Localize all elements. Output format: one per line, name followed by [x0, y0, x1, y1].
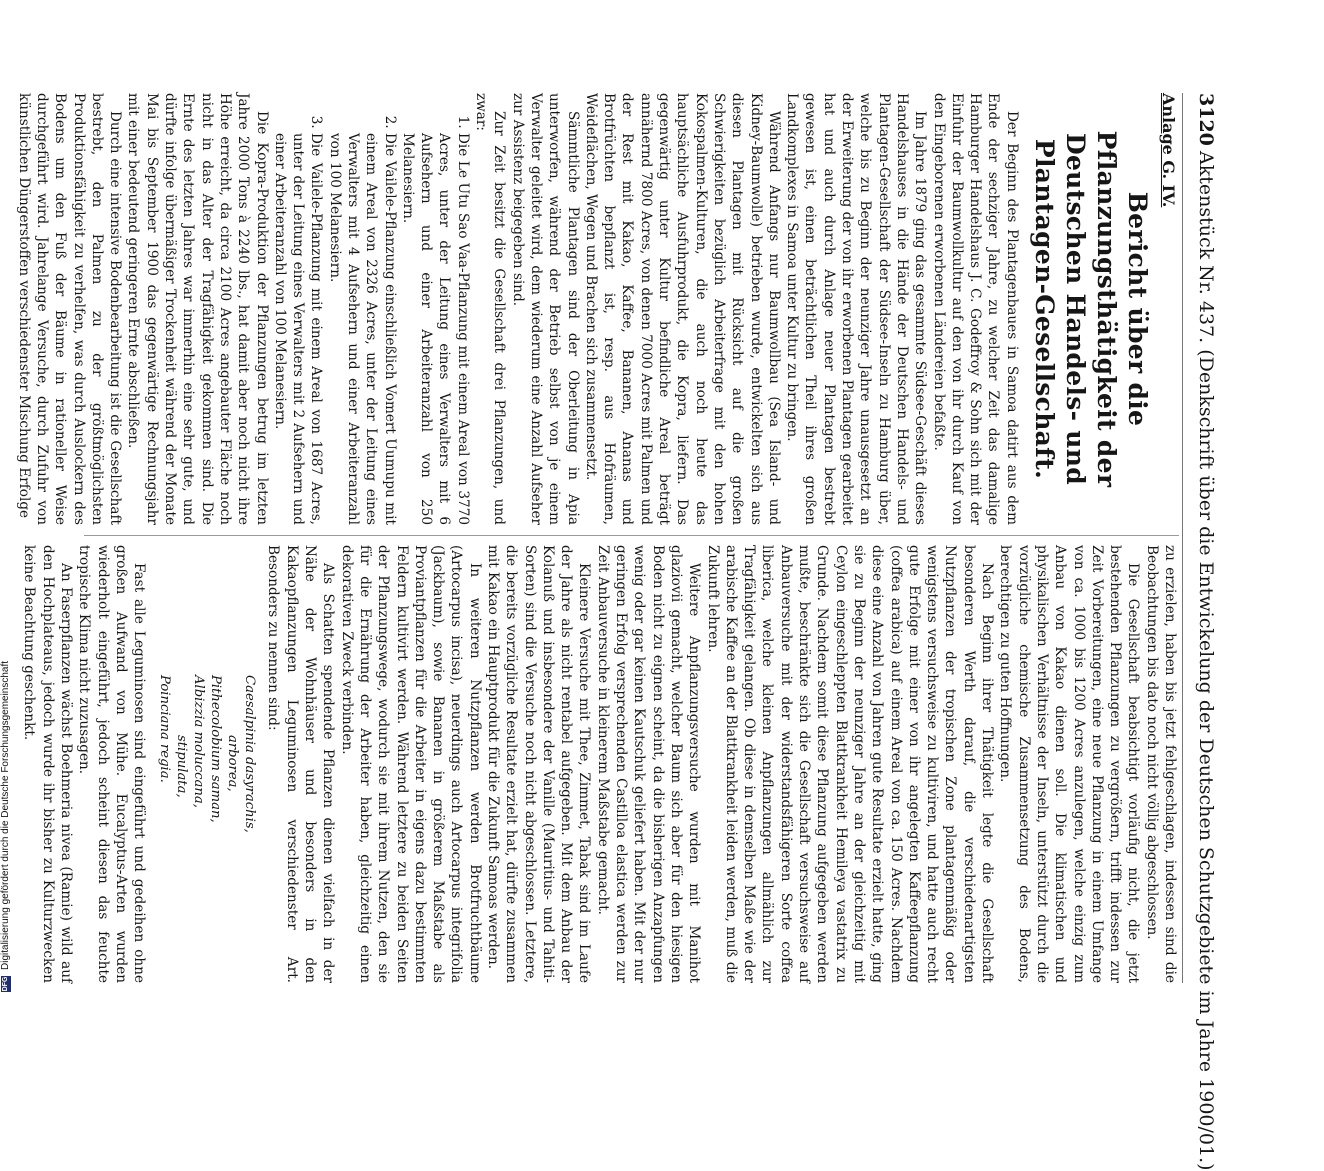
species-item: Caesalpinia dasyrachis, — [242, 675, 258, 833]
paragraph: Der Beginn des Plantagenbaues in Samoa datirt aus dem Ende der sechziger Jahre, zu welcher Zeit das damalige Hamburger Handelshaus J. C. Godeffroy & Sohn sich mit der Einfuhr der Baumwollkultur auf den von ihr durch Kauf von den Eingeborenen erworbenen Ländereien befaßte. — [930, 93, 1020, 525]
appendix-label: Anlage G. IV. — [1159, 93, 1178, 208]
paragraph: In weiteren Nutzpflanzen werden Brotfruchtbäume (Artocarpus incisa), neuerdings auch Artocarpus integrifolia (Jackbaum), sowie Bananen in größerem Maßstabe als Proviantpflanzen für die Arbeiter in eigens dazu bestimmten Feldern kultivirt werden. Während letztere zu beiden Seiten der Pflanzungswege, wodurch sie mit ihrem Nutzen, den sie für die Ernährung der Arbeiter haben, gleichzeitig einen dekorativen Zweck verbinden. — [338, 545, 483, 983]
article-title: Bericht über die Pflanzungsthätigkeit der Deutschen Handels- und Plantagen-Gesellschaft. — [1029, 130, 1152, 488]
paragraph: Fast alle Leguminosen sind eingeführt und gedeihen ohne großen Aufwand von Mühe. Eucalyptus-Arten wurden wiederholt eingeführt, jedoch scheint diesen das feuchte tropische Klima nicht zuzusagen. — [76, 545, 148, 983]
paragraph-continued: zu erzielen, haben bis jetzt fehlgeschlagen, indessen sind die Beobachtungen bis dato noch nicht völlig abgeschlossen. — [1143, 545, 1178, 983]
plantation-item: 1. Die Le Utu Sao Vaa-Pflanzung mit einem Areal von 3770 Acres, unter der Leitung eines Verwalters mit 6 Aufsehern und einer Arbeiteranzahl von 250 Melanesiern. — [399, 133, 472, 525]
header-rule — [1182, 93, 1183, 983]
paragraph: Die Gesellschaft beabsichtigt vorläufig nicht, die jetzt bestehenden Pflanzungen zu vergrößern, trifft indessen zur Zeit Vorbereitungen, eine neue Pflanzung in einem Umfange von ca. 1000 bis 1200 Acres anzulegen, welche einzig zum Anbau von Kakao dienen soll. Die klimatischen und physikalischen Verhältnisse der Inseln, unterstützt durch die vorzügliche chemische Zusammensetzung des Bodens, berechtigen zu guten Hoffnungen. — [997, 545, 1142, 983]
paragraph: Als Schatten spendende Pflanzen dienen vielfach in der Nähe der Wohnhäuser und besonders in den Kakaopflanzungen Leguminosen verschiedenster Art. Besonders zu nennen sind: — [265, 545, 337, 983]
species-item: Poinciana regia. — [157, 675, 173, 783]
paragraph: Kleinere Versuche mit Thee, Zimmet, Tabak sind im Laufe der Jahre als nicht rentabel aufgegeben. Mit dem Anbau der Kolanuß und insbesondere der Vanille (Mauritius- und Tahiti-Sorten) sind die Versuche noch nicht abgeschlossen. Letztere, die bereits vorzügliche Resultate erzielt hat, dürfte zusammen mit Kakao ein Hauptprodukt für die Zukunft Samoas werden. — [485, 545, 593, 983]
page-number: 3120 — [1195, 93, 1217, 146]
paragraph: An Faserpflanzen wächst Boehmeria nivea (Ramie) wild auf den Hochplateaus, jedoch wurde ihr bisher zu Kulturzwecken keine Beachtung geschenkt. — [21, 545, 74, 983]
paragraph: Weitere Anpflanzungsversuche wurden mit Manihot glaziovii gemacht, welcher Baum sich aber für den hiesigen Boden nicht zu eignen scheint, da die bisherigen Anzapfungen wenig oder gar keinen Kautschuk geliefert haben. Mit der nur geringen Erfolg versprechenden Castilloa elastica werden zur Zeit Anbauversuche in kleinerem Maßstabe gemacht. — [594, 545, 703, 983]
credit-text: Digitalisierung gefördert durch die Deutsche Forschungsgemeinschaft — [0, 660, 11, 970]
plantation-list — [271, 93, 472, 525]
species-item: Pithecolobium saman, — [208, 675, 224, 823]
right-column — [21, 545, 1179, 983]
species-item: arborea, — [225, 735, 241, 792]
running-title: Aktenstück Nr. 437. (Denkschrift über die Entwickelung der Deutschen Schutzgebiete im Jahre 1900/01.) — [1195, 151, 1217, 1171]
paragraph: Die Kopra-Produktion der Pflanzungen betrug im letzten Jahre 2000 Tons à 2240 lbs., hat damit aber noch nicht ihre Höhe erreicht, da circa 2100 Acres angebauter Fläche noch nicht in das Alter der Tragfähigkeit gekommen sind. Die Ernte des letzten Jahres war immerhin eine sehr gute, und dürfte infolge übermäßiger Trockenheit während der Monate Mai bis September 1900 das gegenwärtige Rechnungsjahr mit einer bedeutend geringeren Ernte abschließen. — [125, 93, 270, 525]
document-page — [15, 93, 1221, 1171]
species-item: stipulata, — [174, 735, 190, 798]
species-item: Albizzia moluccana, — [191, 675, 207, 808]
paragraph: Sämmtliche Plantagen sind der Oberleitung in Apia unterworfen, während der Betrieb selbst von je einem Verwalter geleitet wird, dem wiederum eine Anzahl Aufseher zur Assistenz beigegeben sind. — [509, 93, 581, 525]
dfg-logo: DFG — [1, 976, 9, 992]
paragraph: Durch eine intensive Bodenbearbeitung ist die Gesellschaft bestrebt, den Palmen zu der größtmöglichsten Produktionsfähigkeit zu verhelfen, was durch Auslockern des Bodens um den Fuß der Bäume in rationeller Weise durchgeführt wird. Jahrelange Versuche, durch Zufuhr von künstlichen Düngerstoffen verschiedenster Mischung Erfolge — [15, 93, 124, 525]
digitization-credit — [0, 661, 11, 992]
left-column — [15, 93, 1179, 525]
plantation-item: 3. Die Vailele-Pflanzung mit einem Areal von 1687 Acres, unter der Leitung eines Verwalters mit 2 Aufsehern und einer Arbeiteranzahl von 100 Melanesiern. — [271, 133, 326, 525]
paragraph: Während Anfangs nur Baumwollbau (Sea Island- und Kidney-Baumwolle) betrieben wurde, entwickelten sich aus diesen Plantagen mit Rücksicht auf die großen Schwierigkeiten bezüglich Arbeiterfrage mit den hohen Kokospalmen-Kulturen, die auch noch heute das hauptsächliche Ausfuhrprodukt, die Kopra, liefern. Das gegenwärtig unter Kultur befindliche Areal beträgt annähernd 7800 Acres, von denen 7000 Acres mit Palmen und der Rest mit Kakao, Kaffee, Bananen, Ananas und Brotfrüchten bepflanzt ist, resp. aus Hofräumen, Weideflächen, Wegen und Brachen sich zusammensetzt. — [582, 93, 782, 525]
species-list — [156, 545, 258, 983]
paragraph: Zur Zeit besitzt die Gesellschaft drei Pflanzungen, und zwar: — [473, 93, 508, 525]
plantation-item: 2. Die Vailele-Pflanzung einschließlich Vomert Uumupu mit einem Areal von 2326 Acres, unter der Leitung eines Verwalters mit 4 Aufsehern und einer Arbeiteranzahl von 100 Melanesiern. — [325, 133, 398, 525]
paragraph: Im Jahre 1879 ging das gesammte Südsee-Geschäft dieses Handelshauses in die Hände der Deutschen Handels- und Plantagen-Gesellschaft der Südsee-Inseln zu Hamburg über, welche bis zu Beginn der neunziger Jahre unausgesetzt an der Erweiterung der von ihr erworbenen Plantagen gearbeitet hat und auch durch Anlage neuer Plantagen bestrebt gewesen ist, einen beträchtlichen Theil ihres großen Landkomplexes in Samoa unter Kultur zu bringen. — [784, 93, 929, 525]
paragraph: Nach Beginn ihrer Thätigkeit legte die Gesellschaft besonderen Werth darauf, die verschiedenartigsten Nutzpflanzen der tropischen Zone plantagenmäßig oder wenigstens versuchsweise zu kultiviren, und hatte auch recht gute Erfolge mit einer von ihr angelegten Kaffeepflanzung (coffea arabica) auf einem Areal von ca. 150 Acres. Nachdem diese eine Anzahl von Jahren gute Resultate erzielt hatte, ging sie zu Beginn der neunziger Jahre an der gleichzeitig mit Ceylon eingeschleppten Blattkrankheit Hemileya vastatrix zu Grunde. Nachdem somit diese Pflanzung aufgegeben werden mußte, beschränkte sich die Gesellschaft versuchsweise auf Anbauversuche mit der widerstandsfähigeren Sorte coffea liberica, welche kleinen Anpflanzungen allmählich zur Tragfähigkeit gelangen. Ob diese in demselben Maße wie der arabische Kaffee an der Blattkrankheit leiden werden, muß die Zukunft lehren. — [704, 545, 996, 983]
column-divider — [84, 535, 1179, 536]
running-header — [1187, 93, 1221, 1171]
